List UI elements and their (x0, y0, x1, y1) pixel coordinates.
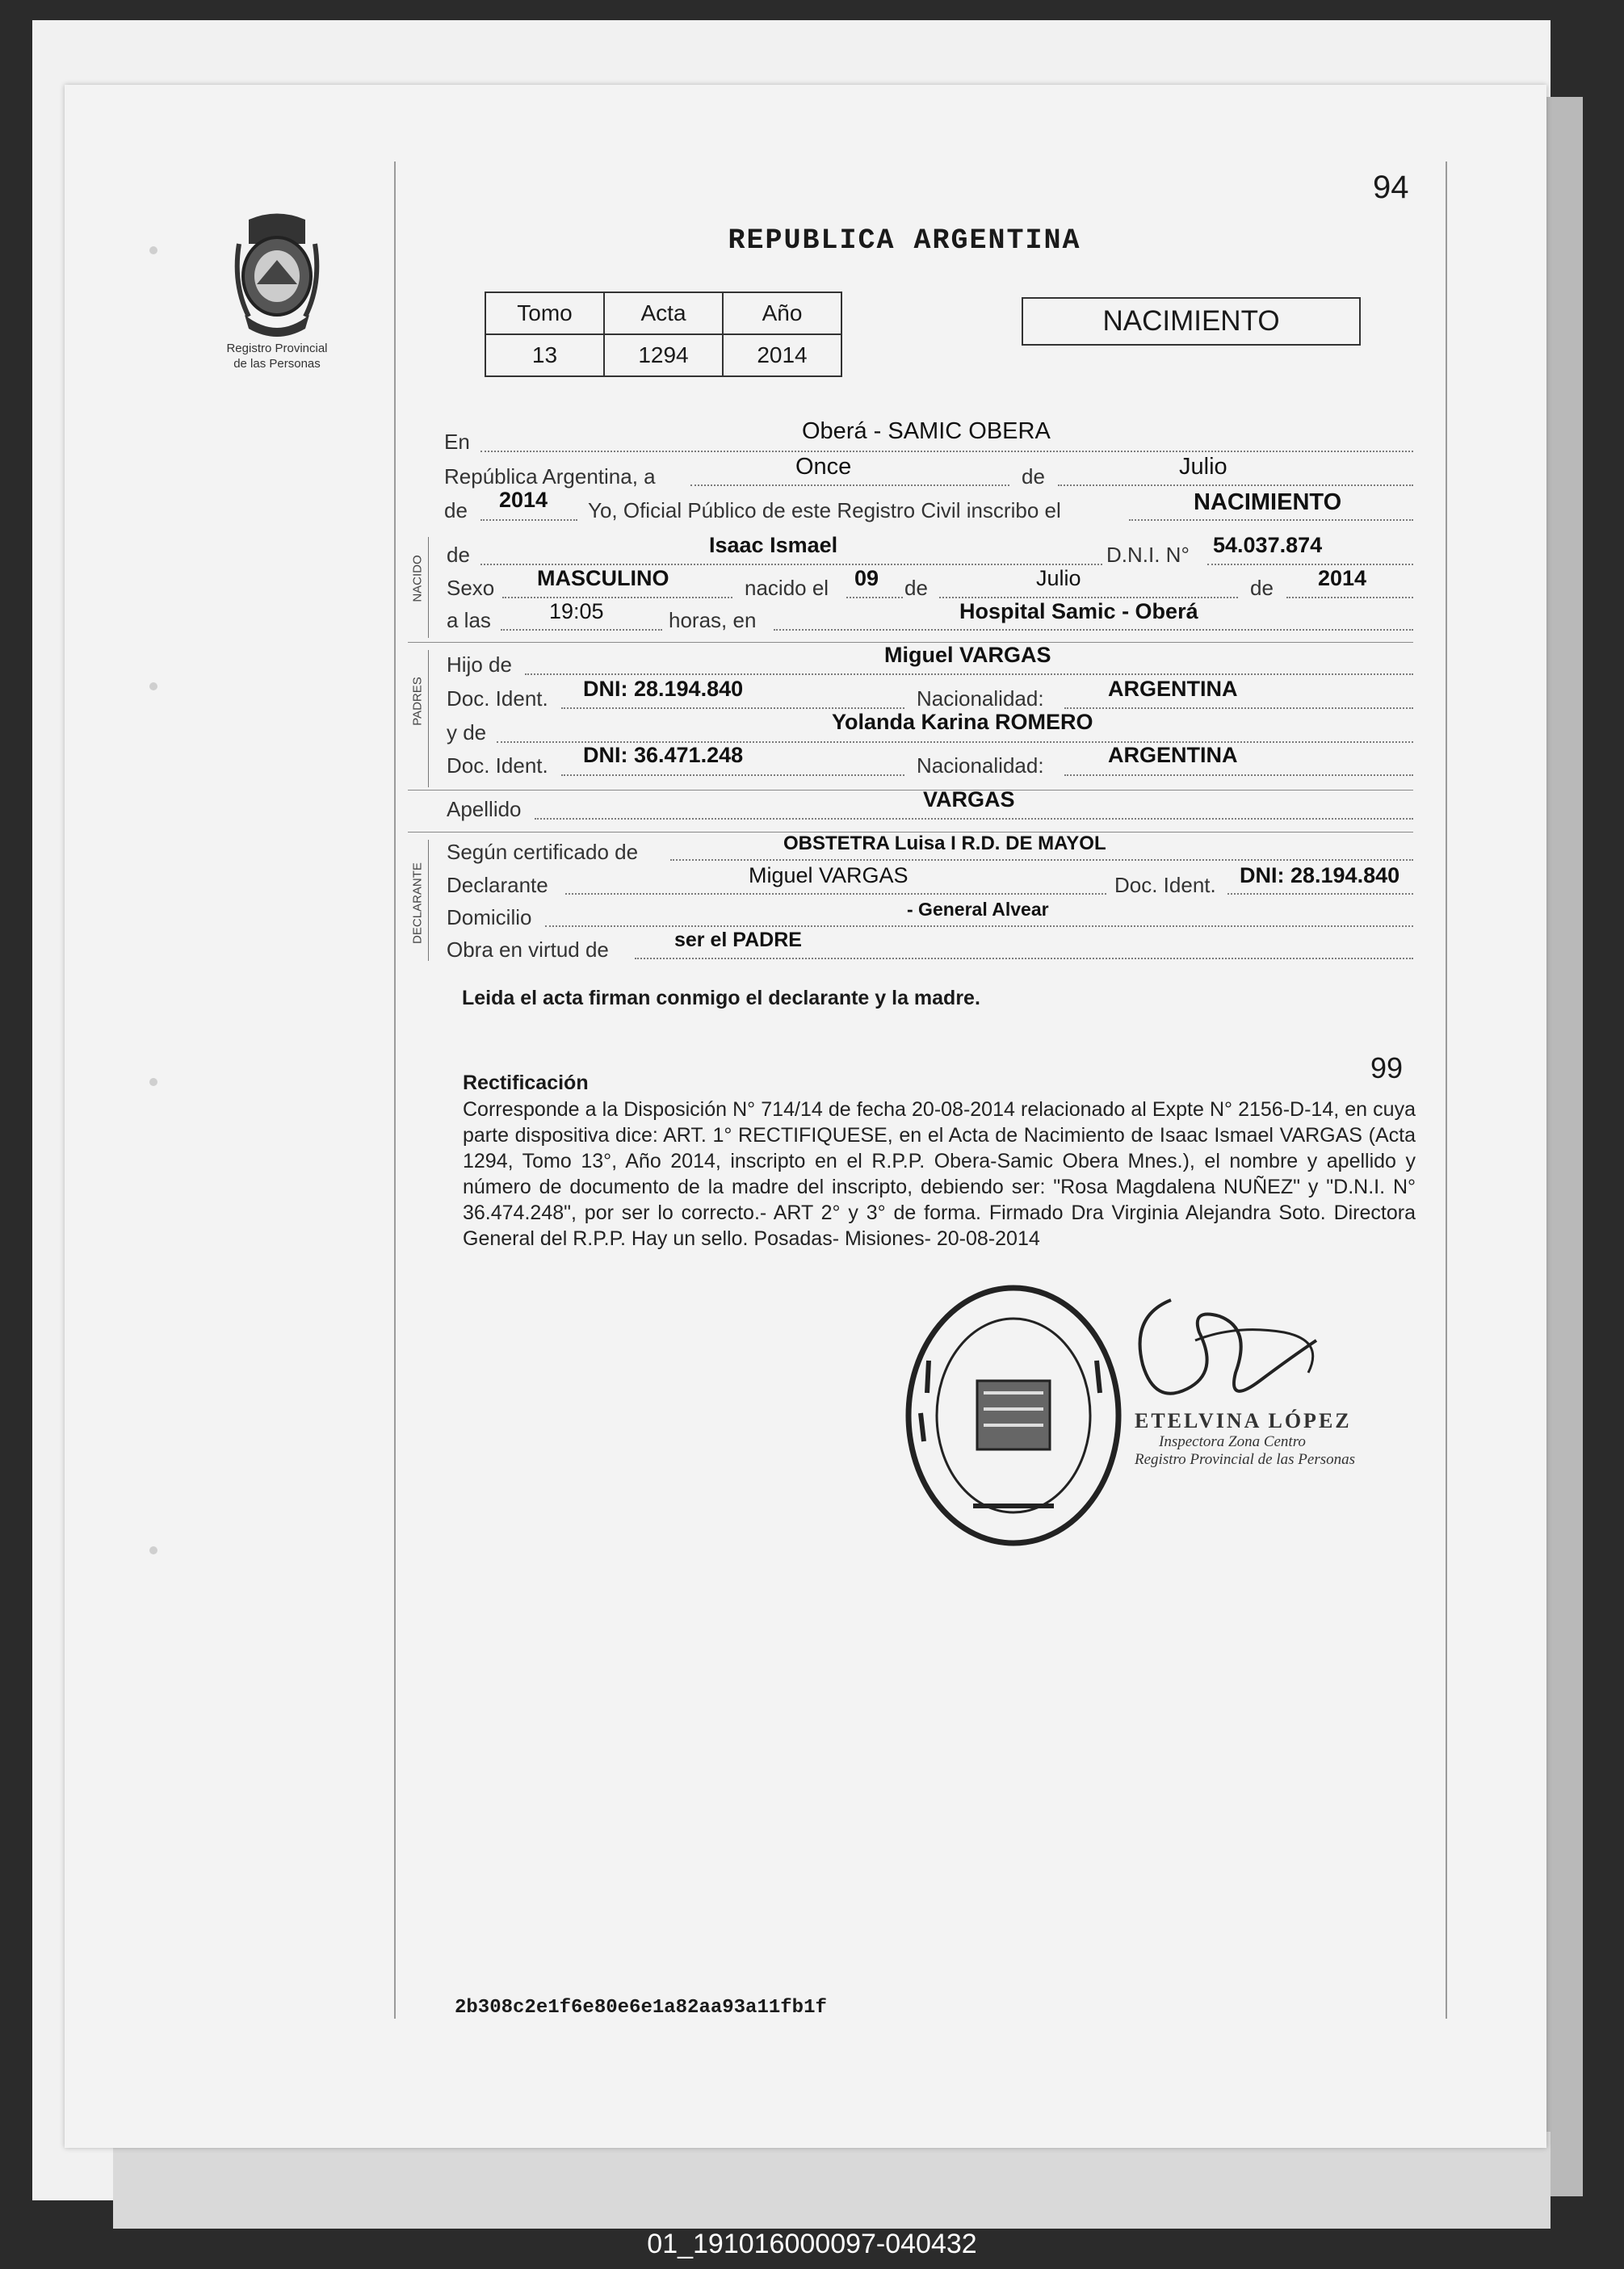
page-number: 94 (1373, 170, 1409, 205)
dotted-line (690, 484, 1009, 486)
nacido-label: nacido el (745, 576, 829, 600)
header-anio: Año (723, 292, 841, 334)
dotted-line (480, 519, 577, 521)
sex-value: MASCULINO (537, 566, 669, 590)
signatory-office: Registro Provincial de las Personas (1135, 1451, 1356, 1468)
year-value: 2014 (499, 488, 548, 512)
de-label-4: de (904, 576, 928, 600)
signature-icon (1123, 1284, 1349, 1421)
address-value: - General Alvear (907, 899, 1049, 920)
dotted-line (545, 925, 1413, 927)
republica-label: República Argentina, a (444, 464, 656, 489)
side-label-nacido: NACIDO (410, 555, 425, 602)
dotted-line (1227, 893, 1413, 895)
header-tomo: Tomo (485, 292, 604, 334)
sexo-label: Sexo (447, 576, 495, 600)
dotted-line (565, 893, 1106, 895)
birth-time-value: 19:05 (549, 599, 604, 623)
obra-label: Obra en virtud de (447, 937, 609, 962)
dotted-line (1058, 484, 1413, 486)
certificate-value: OBSTETRA Luisa I R.D. DE MAYOL (783, 833, 1106, 854)
dotted-line (561, 707, 904, 709)
apellido-label: Apellido (447, 797, 522, 821)
dotted-line (670, 859, 1413, 861)
place-value: Oberá - SAMIC OBERA (802, 418, 1051, 444)
de-label: de (1022, 464, 1045, 489)
value-acta: 1294 (604, 334, 723, 376)
nac-label-2: Nacionalidad: (917, 753, 1044, 778)
header-acta: Acta (604, 292, 723, 334)
image-caption: 01_191016000097-040432 (647, 2229, 977, 2259)
dotted-line (1207, 564, 1413, 565)
rectification-body: Corresponde a la Disposición N° 714/14 de fecha 20-08-2014 relacionado al Expte N° 2156-D-14, en cuya parte dispositiva dice: ART. 1° RECTIFIQUESE, en el Acta de Nacimiento de Isaac Ismael VARGAS (Acta 1294, Tomo 13°, Año 2014, inscripto en el R.P.P. Obera-Samic Obera Mnes.), el nombre y apellido y número de documento de la madre del inscripto, debiendo ser: "Rosa Magdalena NUÑEZ" y "D.N.I. N° 36.474.248", por ser lo correcto.- ART 2° y 3° de forma. Firmado Dra Virginia Alejandra Soto. Directora General del R.P.P. Hay un sello. Posadas- Misiones- 20-08-2014 (463, 1098, 1416, 1250)
mother-doc-value: DNI: 36.471.248 (583, 743, 744, 767)
value-anio: 2014 (723, 334, 841, 376)
de-label-5: de (1250, 576, 1274, 600)
dotted-line (1286, 597, 1413, 598)
day-value: Once (795, 454, 852, 480)
dotted-line (480, 451, 1413, 452)
rectification-title: Rectificación (463, 1072, 589, 1094)
father-nat-value: ARGENTINA (1108, 677, 1238, 701)
closing-note: Leida el acta firman conmigo el declarante y la madre. (462, 987, 980, 1009)
child-dni-value: 54.037.874 (1213, 533, 1323, 557)
registry-caption-1: Registro Provincial (226, 342, 328, 355)
doc-label-2: Doc. Ident. (447, 753, 548, 778)
dotted-line (561, 774, 904, 776)
dotted-line (525, 673, 1413, 675)
mother-nat-value: ARGENTINA (1108, 743, 1238, 767)
mother-name-value: Yolanda Karina ROMERO (832, 710, 1093, 734)
signature-block (1135, 1409, 1355, 1469)
surname-value: VARGAS (923, 787, 1015, 812)
dotted-line (774, 629, 1413, 631)
child-name-value: Isaac Ismael (709, 533, 838, 557)
rectification-number: 99 (1370, 1051, 1404, 1084)
official-text: Yo, Oficial Público de este Registro Civil inscribo el (588, 498, 1061, 522)
side-label-padres: PADRES (410, 677, 425, 726)
dotted-line (846, 597, 903, 598)
father-doc-value: DNI: 28.194.840 (583, 677, 744, 701)
handwritten-signature (1123, 1284, 1349, 1425)
dotted-line (635, 958, 1413, 959)
dotted-line (480, 564, 1102, 565)
en-label: En (444, 430, 470, 454)
month-value: Julio (1179, 454, 1227, 480)
section-separator (408, 790, 1413, 791)
hijo-label: Hijo de (447, 652, 512, 677)
horas-label: horas, en (669, 608, 757, 632)
dotted-line (1129, 519, 1413, 521)
doc-label: Doc. Ident. (447, 686, 548, 711)
dni-label: D.N.I. N° (1106, 543, 1190, 567)
declarant-value: Miguel VARGAS (749, 863, 909, 887)
dotted-line (535, 818, 1413, 820)
signatory-name: ETELVINA LÓPEZ (1135, 1409, 1352, 1432)
section-divider (428, 650, 429, 787)
birth-month-value: Julio (1036, 566, 1081, 590)
inspection-stamp (896, 1272, 1131, 1558)
father-name-value: Miguel VARGAS (884, 643, 1051, 667)
dotted-line (939, 597, 1238, 598)
document-hash: 2b308c2e1f6e80e6e1a82aa93a11fb1f (455, 1997, 827, 2019)
segun-label: Según certificado de (447, 840, 639, 864)
de-label-3: de (447, 543, 470, 567)
country-title: REPUBLICA ARGENTINA (728, 224, 1081, 257)
section-divider (428, 840, 429, 961)
registry-logo (216, 212, 338, 371)
provincial-seal-icon (233, 212, 321, 341)
record-table (485, 291, 842, 377)
alas-label: a las (447, 608, 491, 632)
value-tomo: 13 (485, 334, 604, 376)
record-type-box: NACIMIENTO (1022, 297, 1361, 346)
dotted-line (1064, 774, 1413, 776)
signatory-role: Inspectora Zona Centro (1159, 1433, 1306, 1450)
birth-day-value: 09 (854, 566, 879, 590)
birth-place-value: Hospital Samic - Oberá (959, 599, 1198, 623)
dotted-line (501, 629, 662, 631)
de-label-2: de (444, 498, 468, 522)
stamp-icon (896, 1272, 1131, 1554)
section-divider (428, 537, 429, 638)
registry-caption-2: de las Personas (233, 357, 321, 371)
capacity-value: ser el PADRE (674, 929, 802, 951)
doc-label-3: Doc. Ident. (1114, 873, 1216, 897)
birth-year-value: 2014 (1318, 566, 1367, 590)
yde-label: y de (447, 720, 487, 744)
domicilio-label: Domicilio (447, 905, 532, 929)
declarant-doc-value: DNI: 28.194.840 (1240, 863, 1400, 887)
declarante-label: Declarante (447, 873, 548, 897)
dotted-line (502, 597, 732, 598)
side-label-declarante: DECLARANTE (410, 862, 425, 944)
nac-label: Nacionalidad: (917, 686, 1044, 711)
act-type-value: NACIMIENTO (1194, 489, 1342, 515)
dotted-line (1064, 707, 1413, 709)
